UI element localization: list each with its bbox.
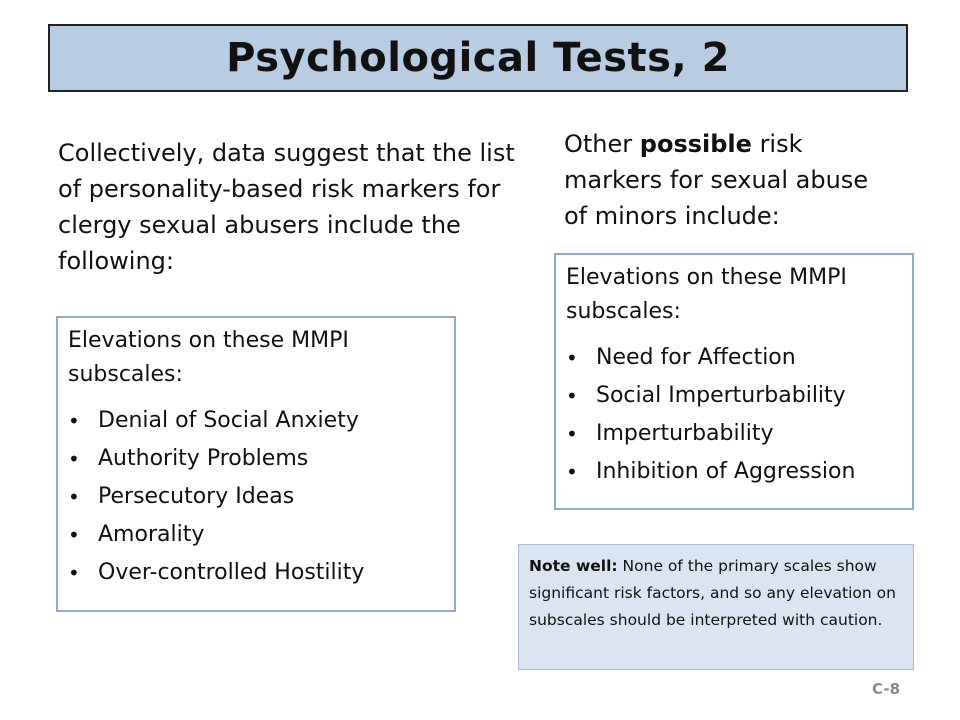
bullet-icon: • — [566, 422, 578, 446]
right-intro-emphasis: possible — [639, 130, 752, 158]
list-item — [566, 415, 902, 453]
right-intro-end: risk markers for sexual abuse of minors include: — [564, 130, 869, 230]
bullet-icon: • — [566, 346, 578, 370]
slide-title: Psychological Tests, 2 — [226, 35, 730, 81]
list-item-text: Social Imperturbability — [596, 383, 846, 408]
list-item — [566, 377, 902, 415]
right-subscales-box — [554, 253, 914, 510]
note-label: Note well: — [529, 557, 618, 575]
title-banner — [48, 24, 908, 92]
bullet-icon: • — [566, 384, 578, 408]
bullet-icon: • — [566, 460, 578, 484]
slide-number: C-8 — [872, 680, 901, 698]
bullet-icon: • — [68, 447, 80, 471]
list-item — [68, 440, 444, 478]
left-subscale-list — [68, 402, 444, 592]
list-item — [68, 516, 444, 554]
list-item-text: Inhibition of Aggression — [596, 459, 856, 484]
left-subscales-box — [56, 316, 456, 612]
bullet-icon: • — [68, 561, 80, 585]
note-text: None of the primary scales show significant risk factors, and so any elevation on subscales should be interpreted with caution. — [529, 557, 896, 629]
list-item-text: Denial of Social Anxiety — [98, 408, 359, 433]
list-item — [68, 478, 444, 516]
list-item-text: Authority Problems — [98, 446, 309, 471]
list-item-text: Imperturbability — [596, 421, 774, 446]
right-intro-text — [564, 126, 894, 234]
bullet-icon: • — [68, 523, 80, 547]
bullet-icon: • — [68, 409, 80, 433]
list-item — [68, 554, 444, 592]
left-box-heading: Elevations on these MMPI subscales: — [68, 328, 349, 387]
list-item-text: Over-controlled Hostility — [98, 560, 365, 585]
left-intro-text: Collectively, data suggest that the list of personality-based risk markers for clergy sexual abusers include the following: — [58, 139, 515, 275]
right-subscale-list — [566, 339, 902, 491]
list-item — [566, 339, 902, 377]
right-intro-start: Other — [564, 130, 640, 158]
list-item-text: Amorality — [98, 522, 205, 547]
bullet-icon: • — [68, 485, 80, 509]
list-item — [566, 453, 902, 491]
list-item-text: Need for Affection — [596, 345, 796, 370]
note-box — [518, 544, 914, 670]
right-box-heading: Elevations on these MMPI subscales: — [566, 265, 847, 324]
list-item-text: Persecutory Ideas — [98, 484, 295, 509]
list-item — [68, 402, 444, 440]
